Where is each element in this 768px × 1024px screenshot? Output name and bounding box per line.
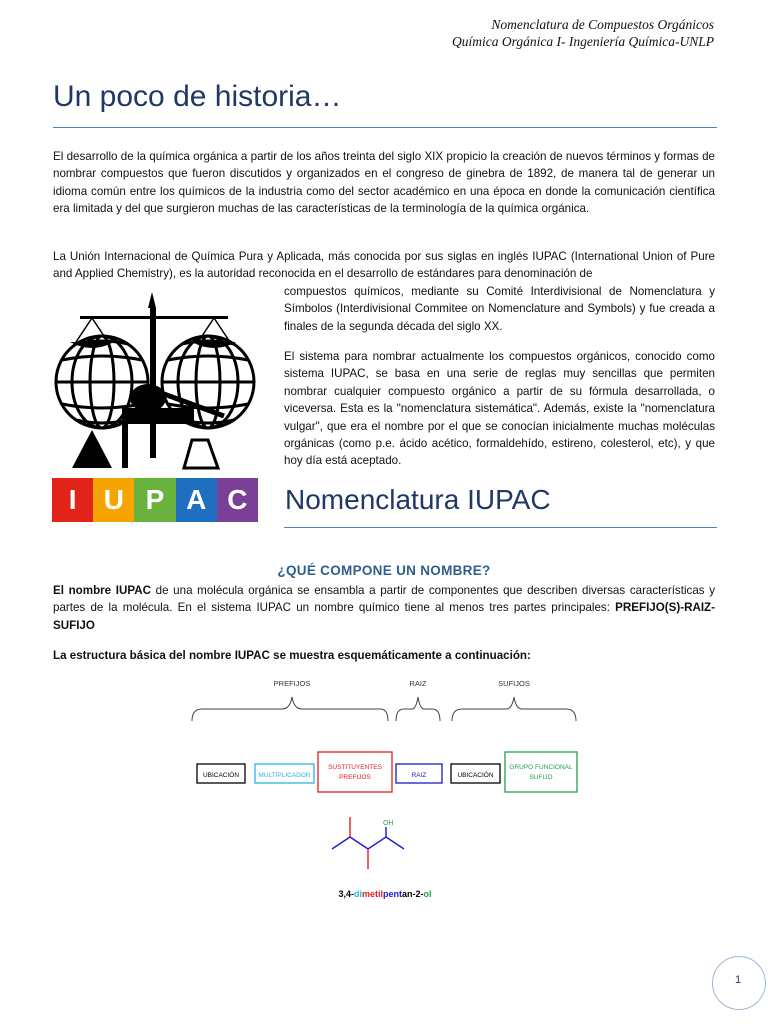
document-header [452, 16, 714, 50]
iupac-logo [52, 290, 258, 522]
paragraph-nombre-iupac [53, 582, 715, 634]
name-part-root: pent [383, 889, 403, 899]
section2-divider [284, 527, 717, 528]
name-part-multiplier: di [353, 889, 362, 899]
header-course-subtitle: Química Orgánica I- Ingeniería Química-UNLP [452, 34, 714, 49]
paragraph-estructura-basica: La estructura básica del nombre IUPAC se muestra esquemáticamente a continuación: [53, 649, 531, 662]
molecule-main-chain [332, 837, 404, 849]
label-grupo-funcional-sufijo: SUFIJO [529, 774, 553, 781]
compound-name [338, 889, 431, 899]
iupac-wordmark [52, 478, 258, 522]
iupac-letter-i: I [52, 478, 93, 522]
label-grupo-funcional: GRUPO FUNCIONAL [509, 764, 573, 771]
paragraph-iupac-intro: La Unión Internacional de Química Pura y Aplicada, más conocida por sus siglas en inglés IUPAC (International Union of Pure and Applied Chemistry), es la autoridad reconocida en el desarrollo de estándares para denominación de [53, 250, 715, 281]
diagram-canvas [190, 675, 580, 903]
title-divider [53, 127, 717, 128]
group-braces [192, 697, 576, 721]
iupac-letter-c: C [217, 478, 258, 522]
section-title-nomenclatura: Nomenclatura IUPAC [285, 484, 551, 515]
paragraph-nombre-iupac-text: de una molécula orgánica se ensambla a partir de componentes que describen diversas características y partes de la molécula. En el sistema IUPAC un nombre químico tiene al menos tres partes principales: [53, 584, 716, 615]
page-number: 1 [734, 974, 742, 986]
iupac-letter-u: U [93, 478, 134, 522]
bold-nombre-iupac: El nombre IUPAC [53, 584, 151, 597]
name-part-locants: 3,4- [338, 889, 354, 899]
label-sustituyentes-prefijos: PREFIJOS [339, 774, 371, 781]
paragraph-historia-1: El desarrollo de la química orgánica a partir de los años treinta del siglo XIX propicio la creación de nuevos términos y formas de nombrar compuestos que fueron discutidos y organizados en el congreso de ginebra de 1892, de manera tal de generar un idioma común entre los químicos de la industria como del sector académico en una época en donde la comunicación científica era limitada y del que surgieron muchas de las características de la terminología de la química orgánica. [53, 150, 715, 216]
name-part-suffix-locant: an-2- [402, 889, 424, 899]
label-sustituyentes: SUSTITUYENTES [328, 764, 382, 771]
bold-prefijo-raiz-sufijo: PREFIJO(S)-RAIZ-SUFIJO [53, 601, 715, 632]
subheading-que-compone: ¿QUÉ COMPONE UN NOMBRE? [277, 563, 491, 578]
label-raiz: RAIZ [411, 772, 427, 779]
iupac-emblem-icon [52, 290, 258, 478]
label-ubicacion-prefijo: UBICACIÓN [202, 772, 240, 779]
group-label-prefijos: PREFIJOS [273, 679, 311, 688]
group-label-sufijos: SUFIJOS [498, 679, 530, 688]
paragraph-iupac-committee: compuestos químicos, mediante su Comité Interdivisional de Nomenclatura y Símbolos (Interdivisional Commitee on Nomenclature and Symbols) y fue creada a finales de la segunda década del siglo XX. [284, 285, 715, 333]
paragraph-sistema-iupac: El sistema para nombrar actualmente los compuestos orgánicos, conocido como sistema IUPAC, se basa en una serie de reglas muy sencillas que permiten nombrar cualquier compuesto orgánico a partir de su fórmula desarrollada, o viceversa. Esta es la "nomenclatura sistemática". Además, existe la "nomenclatura vulgar", que era el nombre por el que se conocían inicialmente muchas moléculas orgánicas (como p.e. ácido acético, formaldehído, estireno, colesterol, etc), y que hoy día está aceptado. [284, 350, 715, 468]
molecule-oh-label: OH [383, 820, 394, 827]
name-part-substituent: metil [361, 889, 384, 899]
box-sustituyentes [318, 752, 392, 792]
group-label-raiz: RAIZ [409, 679, 427, 688]
iupac-name-structure-diagram [190, 675, 580, 903]
box-grupo-funcional [505, 752, 577, 792]
name-part-suffix: ol [423, 889, 432, 899]
label-multiplicador: MULTIPLICADOR [258, 772, 311, 779]
iupac-letter-p: P [134, 478, 175, 522]
iupac-letter-a: A [176, 478, 217, 522]
label-ubicacion-sufijo: UBICACIÓN [457, 772, 494, 779]
section-title-historia: Un poco de historia… [53, 80, 342, 113]
header-course-title: Nomenclatura de Compuestos Orgánicos [491, 17, 714, 32]
